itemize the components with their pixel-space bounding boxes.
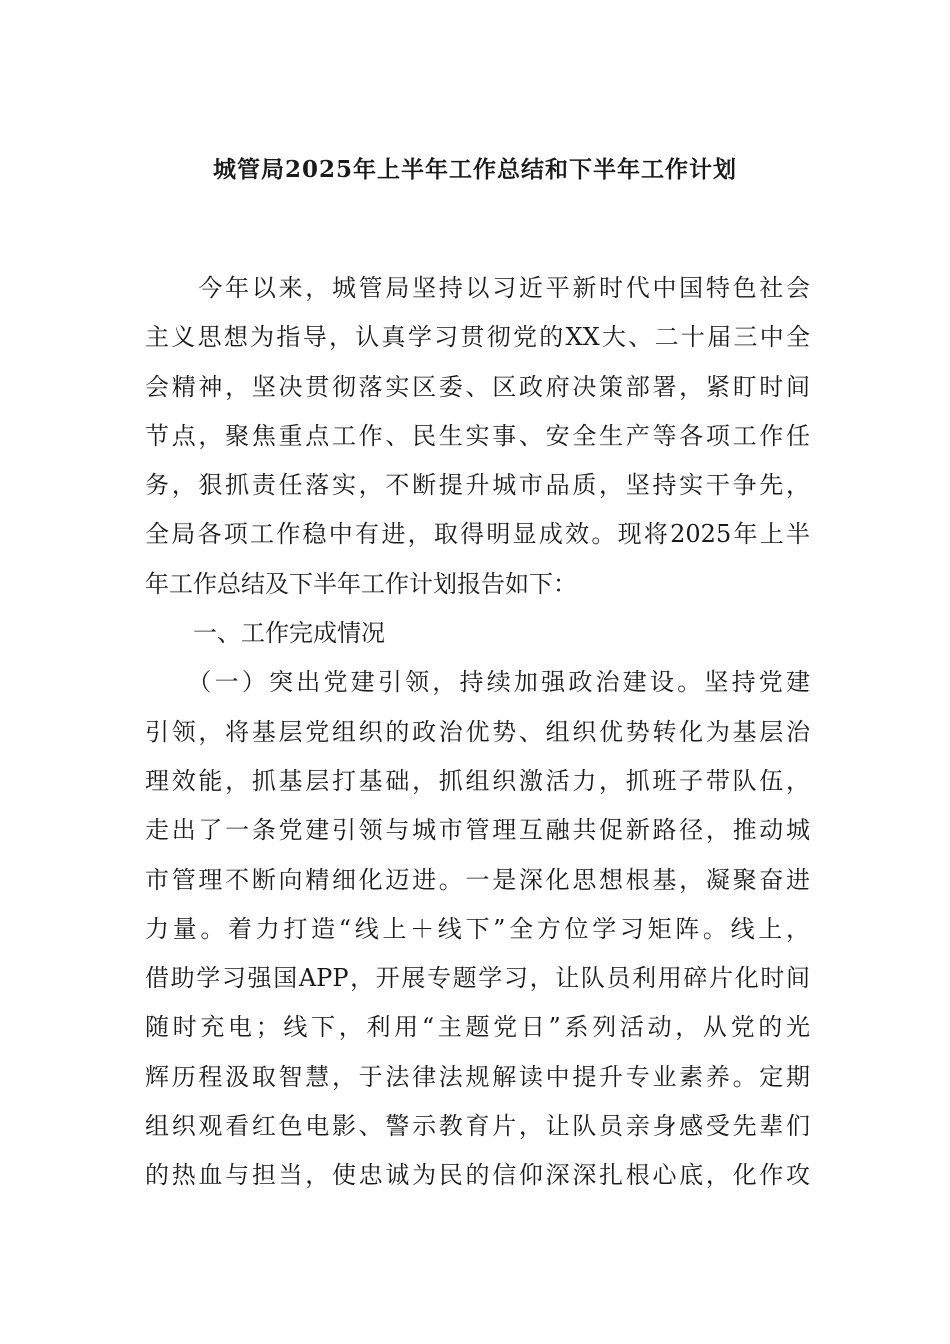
- body-line: 节点，聚焦重点工作、民生实事、安全生产等各项工作任: [145, 421, 810, 450]
- body-line: 今年以来，城管局坚持以习近平新时代中国特色社会: [145, 274, 810, 302]
- body-line: 力量。着力打造“线上＋线下”全方位学习矩阵。线上，: [145, 914, 810, 943]
- body-line: 市管理不断向精细化迈进。一是深化思想根基，凝聚奋进: [145, 865, 810, 894]
- body-line: 务，狠抓责任落实，不断提升城市品质，坚持实干争先，: [145, 471, 810, 500]
- body-line: （一）突出党建引领，持续加强政治建设。坚持党建: [145, 668, 810, 697]
- body-line: 借助学习强国APP，开展专题学习，让队员利用碎片化时间: [145, 964, 810, 993]
- body-line: 随时充电；线下，利用“主题党日”系列活动，从党的光: [145, 1013, 810, 1042]
- document-title: 城管局2025年上半年工作总结和下半年工作计划: [212, 156, 737, 183]
- section-heading: 一、工作完成情况: [145, 619, 385, 648]
- body-line: 理效能，抓基层打基础，抓组织激活力，抓班子带队伍，: [145, 766, 810, 795]
- body-line: 会精神，坚决贯彻落实区委、区政府决策部署，紧盯时间: [145, 372, 810, 401]
- body-line: 走出了一条党建引领与城市管理互融共促新路径，推动城: [145, 816, 810, 845]
- body-line: 全局各项工作稳中有进，取得明显成效。现将2025年上半: [145, 520, 810, 549]
- document-body: [145, 264, 810, 1201]
- body-line: 年工作总结及下半年工作计划报告如下：: [145, 569, 577, 598]
- body-line: 辉历程汲取智慧，于法律法规解读中提升专业素养。定期: [145, 1062, 810, 1091]
- body-line: 主义思想为指导，认真学习贯彻党的XX大、二十届三中全: [145, 323, 810, 352]
- body-line: 引领，将基层党组织的政治优势、组织优势转化为基层治: [145, 717, 810, 746]
- body-line: 的热血与担当，使忠诚为民的信仰深深扎根心底，化作攻: [145, 1161, 810, 1190]
- body-line: 组织观看红色电影、警示教育片，让队员亲身感受先辈们: [145, 1112, 810, 1141]
